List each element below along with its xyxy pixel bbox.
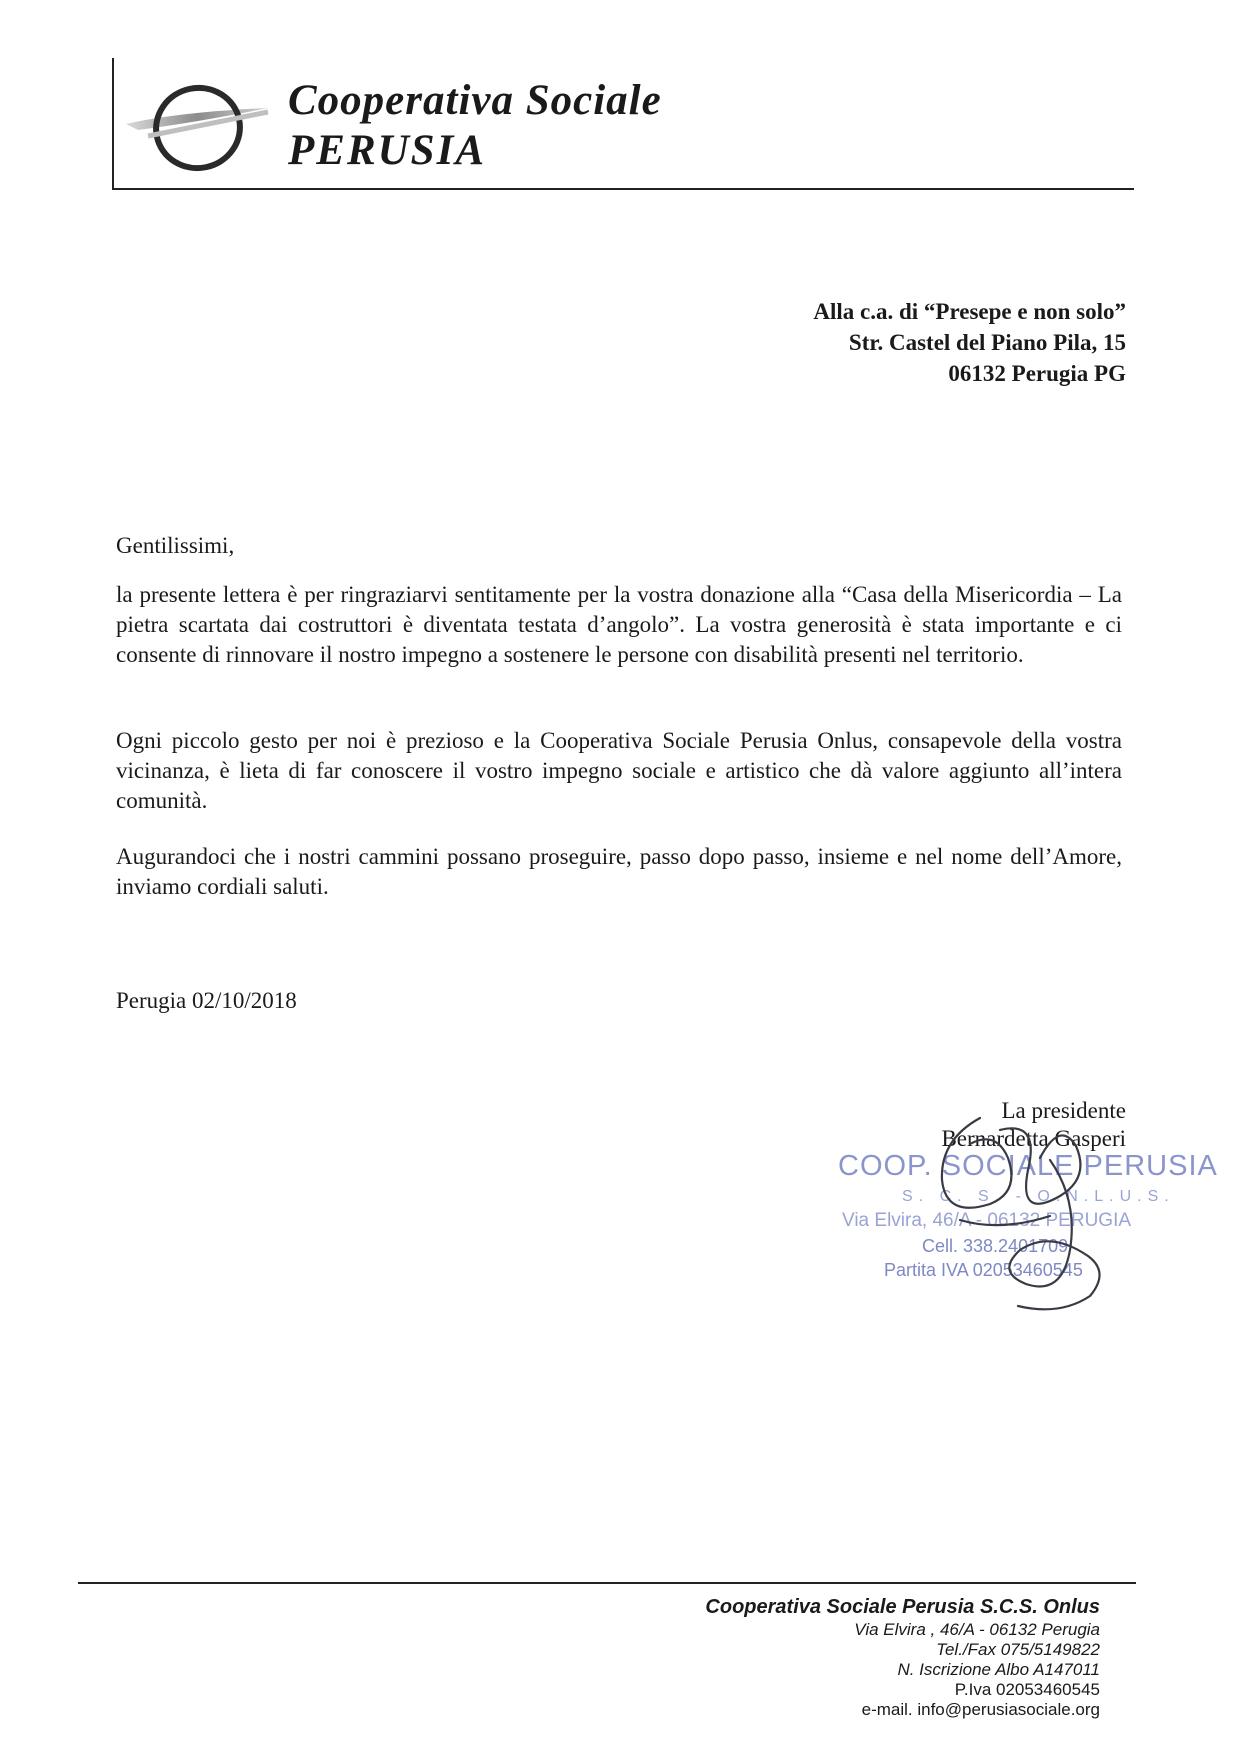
date-line: Perugia 02/10/2018 — [116, 988, 297, 1013]
org-name-perusia: PERUSIA — [288, 127, 487, 174]
stamp-line: Cell. 338.2401709 — [922, 1236, 1069, 1256]
footer-registration: N. Iscrizione Albo A147011 — [897, 1660, 1100, 1679]
footer-email-link[interactable]: e-mail. info@perusiasociale.org — [861, 1700, 1100, 1719]
letterhead-divider-vertical — [112, 58, 114, 190]
org-name: Cooperativa Sociale — [288, 77, 662, 124]
signatory-role: La presidente — [1001, 1098, 1126, 1123]
recipient-line: Str. Castel del Piano Pila, 15 — [848, 330, 1126, 355]
footer-vat: P.Iva 02053460545 — [954, 1680, 1100, 1699]
body-paragraph: la presente lettera è per ringraziarvi sentitamente per la vostra donazione alla “Casa della Misericordia – La pietra scartata dai costruttori è diventata testata d’angolo”. La vostra generosità è stata importante e ci consente di rinnovare il nostro impegno a sostenere le persone con disabilità presenti nel territorio. — [116, 582, 1122, 667]
recipient-address — [813, 296, 1126, 389]
footer-address: Via Elvira , 46/A - 06132 Perugia — [854, 1620, 1100, 1639]
stamp-line: S. C. S. - O.N.L.U.S. — [902, 1188, 1175, 1205]
ring-swoosh-logo-icon — [118, 78, 278, 178]
footer-org-name: Cooperativa Sociale Perusia S.C.S. Onlus — [705, 1596, 1100, 1618]
signatory-name: Bernardetta Gasperi — [941, 1126, 1126, 1151]
recipient-line: Alla c.a. di “Presepe e non solo” — [813, 299, 1126, 324]
footer-phone: Tel./Fax 075/5149822 — [936, 1640, 1100, 1659]
stamp-line: Partita IVA 02053460545 — [884, 1260, 1083, 1280]
body-paragraph: Augurandoci che i nostri cammini possano proseguire, passo dopo passo, insieme e nel nome dell’Amore, inviamo cordiali saluti. — [116, 844, 1122, 899]
body-paragraph: Ogni piccolo gesto per noi è prezioso e la Cooperativa Sociale Perusia Onlus, consapevole della vostra vicinanza, è lieta di far conoscere il vostro impegno sociale e artistico che dà valore aggiunto all’intera comunità. — [116, 728, 1122, 813]
footer-divider — [78, 1582, 1136, 1584]
letterhead-divider-horizontal — [112, 188, 1134, 190]
recipient-line: 06132 Perugia PG — [948, 361, 1126, 386]
handwritten-signature-icon — [900, 1100, 1160, 1320]
salutation: Gentilissimi, — [116, 533, 235, 558]
stamp-line: Via Elvira, 46/A - 06132 PERUGIA — [842, 1210, 1132, 1231]
footer-contact-block — [705, 1594, 1100, 1720]
stamp-line: COOP. SOCIALE PERUSIA — [838, 1150, 1218, 1182]
